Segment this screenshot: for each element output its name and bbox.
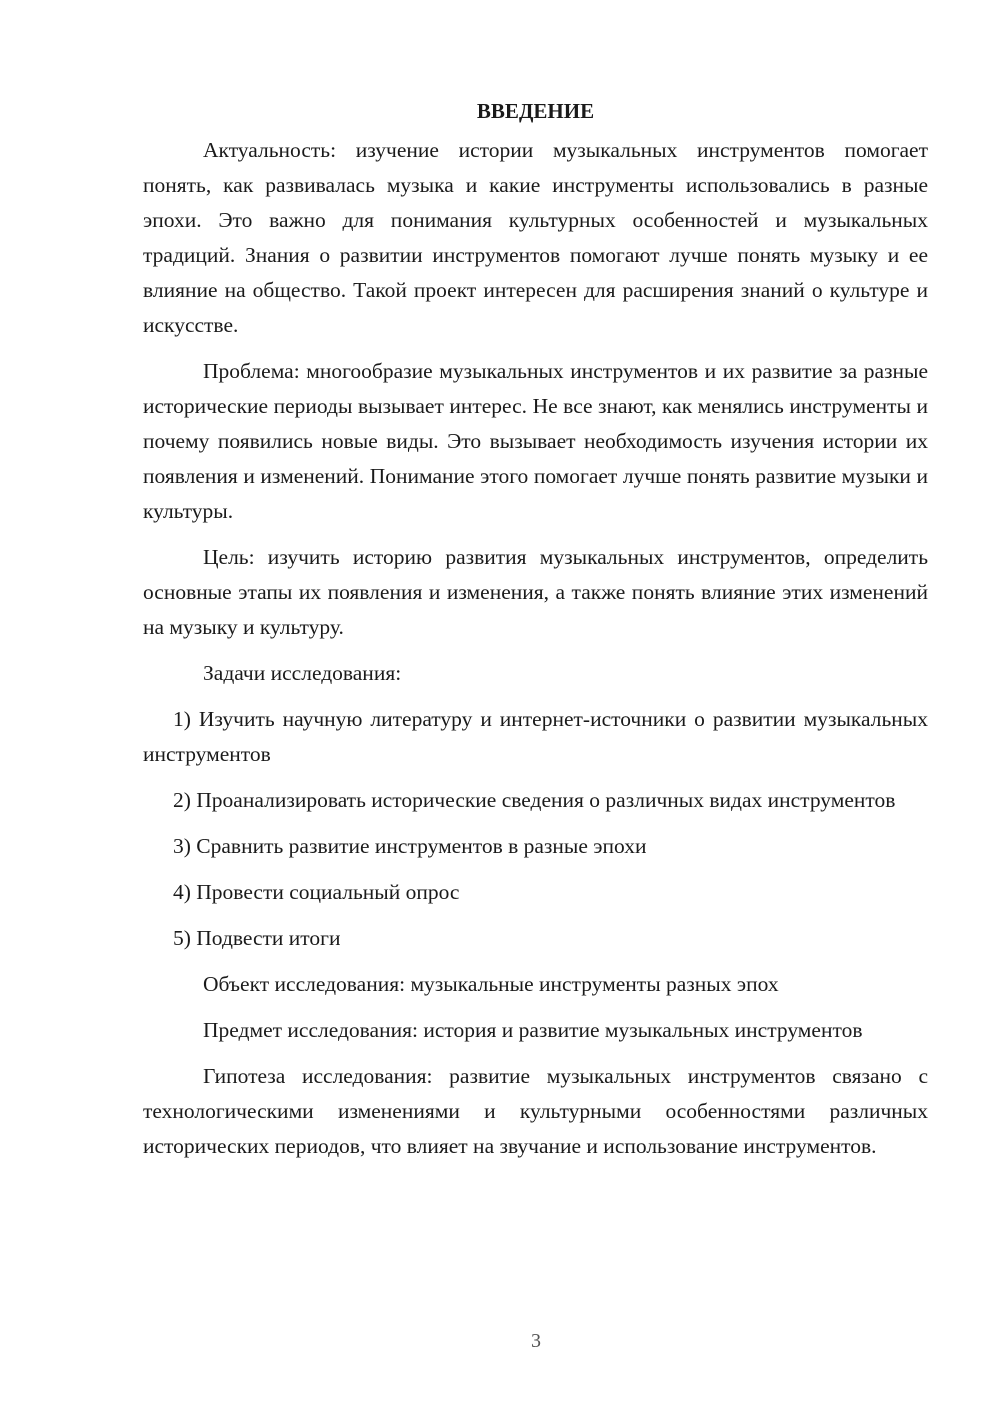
task-item-5: 5) Подвести итоги (173, 926, 341, 950)
task-item-2: 2) Проанализировать исторические сведения о различных видах инструментов (173, 788, 896, 812)
paragraph-hypothesis: Гипотеза исследования: развитие музыкальных инструментов связано с технологическими изменениями и культурными особенностями различных исторических периодов, что влияет на звучание и использование инструментов. (143, 1064, 928, 1158)
task-item-1: 1) Изучить научную литературу и интернет-источники о развитии музыкальных инструментов (143, 707, 928, 766)
task-item-4: 4) Провести социальный опрос (173, 880, 460, 904)
document-page (143, 96, 928, 1175)
paragraph-subject: Предмет исследования: история и развитие музыкальных инструментов (203, 1018, 863, 1042)
paragraph-object: Объект исследования: музыкальные инструменты разных эпох (203, 972, 779, 996)
paragraph-goal: Цель: изучить историю развития музыкальных инструментов, определить основные этапы их появления и изменения, а также понять влияние этих изменений на музыку и культуру. (143, 545, 928, 639)
paragraph-problem: Проблема: многообразие музыкальных инструментов и их развитие за разные исторические периоды вызывает интерес. Не все знают, как менялись инструменты и почему появились новые виды. Это вызывает необходимость изучения истории их появления и изменений. Понимание этого помогает лучше понять развитие музыки и культуры. (143, 359, 928, 523)
paragraph-tasks-heading: Задачи исследования: (203, 661, 402, 685)
paragraph-relevance: Актуальность: изучение истории музыкальных инструментов помогает понять, как развивалась музыка и какие инструменты использовались в разные эпохи. Это важно для понимания культурных особенностей и музыкальных традиций. Знания о развитии инструментов помогают лучше понять музыку и ее влияние на общество. Такой проект интересен для расширения знаний о культуре и искусстве. (143, 138, 928, 337)
page-number: 3 (531, 1330, 541, 1352)
task-item-3: 3) Сравнить развитие инструментов в разные эпохи (173, 834, 647, 858)
page-title: ВВЕДЕНИЕ (476, 99, 595, 123)
